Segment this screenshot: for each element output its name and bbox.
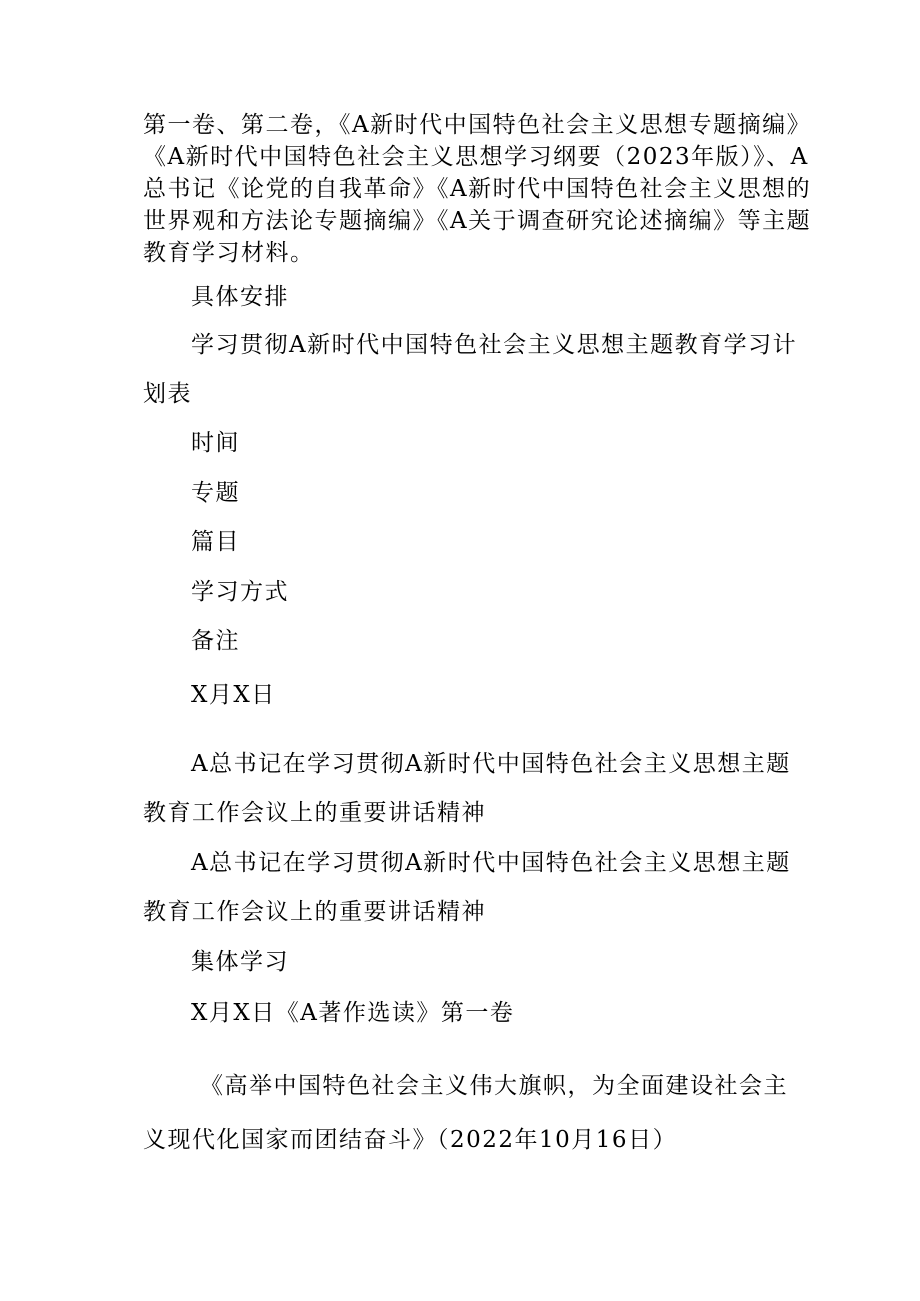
table-cell-topic: A总书记在学习贯彻A新时代中国特色社会主义思想主题	[191, 751, 791, 777]
table-title-line: 学习贯彻A新时代中国特色社会主义思想主题教育学习计	[191, 332, 798, 358]
table-cell-article: 《高举中国特色社会主义伟大旗帜，为全面建设社会主	[200, 1073, 788, 1099]
paragraph-line: 总书记《论党的自我革命》《A新时代中国特色社会主义思想的	[143, 176, 812, 202]
table-cell-method: 集体学习	[191, 949, 289, 975]
paragraph-line: 世界观和方法论专题摘编》《A关于调查研究论述摘编》等主题	[143, 208, 812, 234]
table-cell-article: A总书记在学习贯彻A新时代中国特色社会主义思想主题	[191, 850, 791, 876]
table-title-line: 划表	[143, 381, 192, 407]
table-cell-article: 教育工作会议上的重要讲话精神	[143, 899, 486, 925]
table-cell-date: X月X日	[191, 682, 276, 708]
paragraph-line: 教育学习材料。	[143, 240, 315, 266]
table-cell-topic: 教育工作会议上的重要讲话精神	[143, 800, 486, 826]
table-header-cell: 时间	[191, 430, 240, 456]
table-header-cell: 备注	[191, 628, 240, 654]
table-cell-article: 义现代化国家而团结奋斗》（2022年10月16日）	[143, 1127, 678, 1153]
table-header-cell: 篇目	[191, 529, 240, 555]
section-heading: 具体安排	[191, 284, 289, 310]
table-cell-date: X月X日《A著作选读》第一卷	[191, 1000, 515, 1026]
paragraph-line: 第一卷、第二卷，《A新时代中国特色社会主义思想专题摘编》	[143, 112, 812, 138]
paragraph-line: 《A新时代中国特色社会主义思想学习纲要（2023年版）》、A	[143, 144, 809, 170]
table-header-cell: 学习方式	[191, 579, 289, 605]
table-header-cell: 专题	[191, 480, 240, 506]
